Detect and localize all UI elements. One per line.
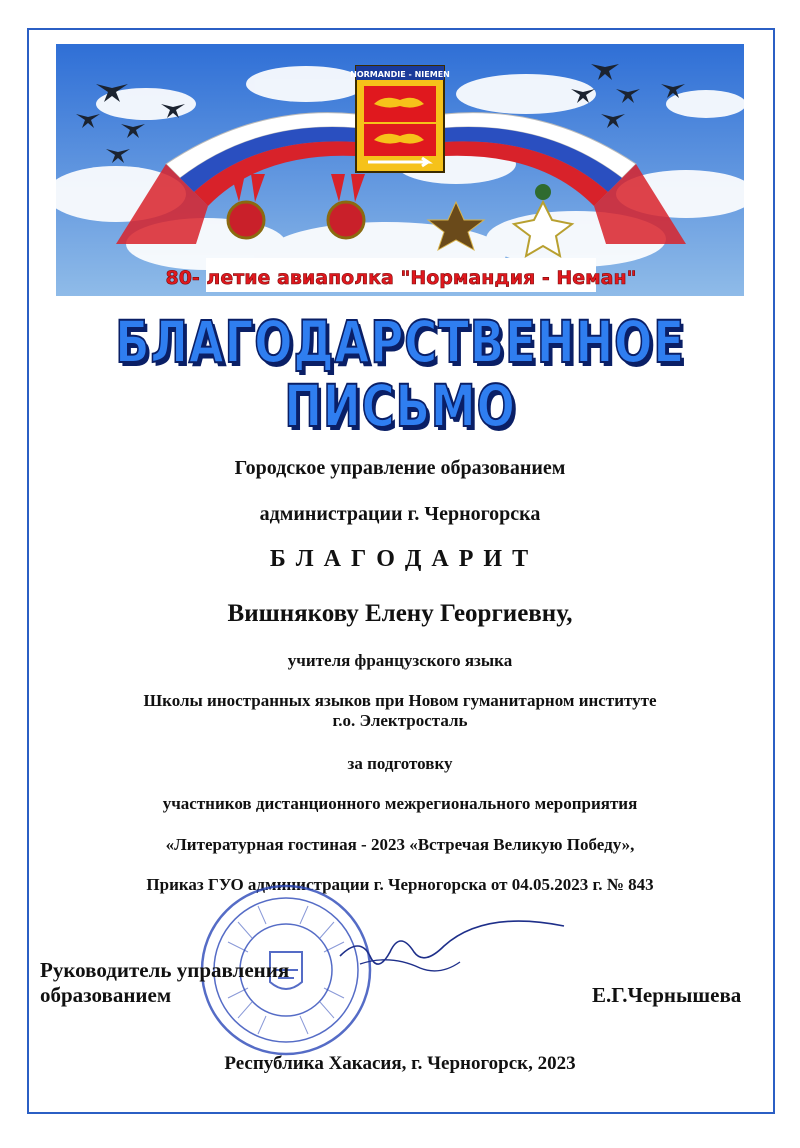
- signatory-role: [40, 958, 289, 1008]
- signatory-name: Е.Г.Чернышева: [592, 983, 742, 1007]
- document-title-line2: ПИСЬМО: [284, 372, 516, 440]
- for-preparation: за подготовку: [347, 754, 453, 773]
- emblem-label: NORMANDIE - NIEMEN: [350, 70, 450, 79]
- normandie-niemen-emblem: [350, 66, 450, 172]
- signatory-role-line2: образованием: [40, 983, 172, 1007]
- footer-place-year: Республика Хакасия, г. Черногорск, 2023: [224, 1053, 576, 1074]
- signatory-role-line1: Руководитель управления: [40, 958, 290, 982]
- org-line1: Городское управление образованием: [234, 457, 566, 479]
- event-title: «Литературная гостиная - 2023 «Встречая Великую Победу»,: [165, 835, 635, 854]
- document-title-line1: БЛАГОДАРСТВЕННОЕ: [115, 308, 685, 376]
- recipient-position: учителя французского языка: [287, 651, 513, 670]
- banner-caption: 80- летие авиаполка "Нормандия - Неман": [165, 267, 637, 289]
- order-reference: Приказ ГУО администрации г. Черногорска от 04.05.2023 г. № 843: [146, 875, 654, 894]
- thanks-heading: Б Л А Г О Д А Р И Т: [269, 546, 531, 572]
- recipient-name: Вишнякову Елену Георгиевну,: [227, 600, 573, 627]
- handwritten-signature: [330, 906, 590, 986]
- participants-line: участников дистанционного межрегионального мероприятия: [162, 794, 638, 813]
- header-banner: [56, 44, 744, 296]
- school-line2: г.о. Электросталь: [332, 711, 468, 730]
- org-line2: администрации г. Черногорска: [259, 503, 541, 525]
- school-line1: Школы иностранных языков при Новом гуманитарном институте: [143, 691, 657, 710]
